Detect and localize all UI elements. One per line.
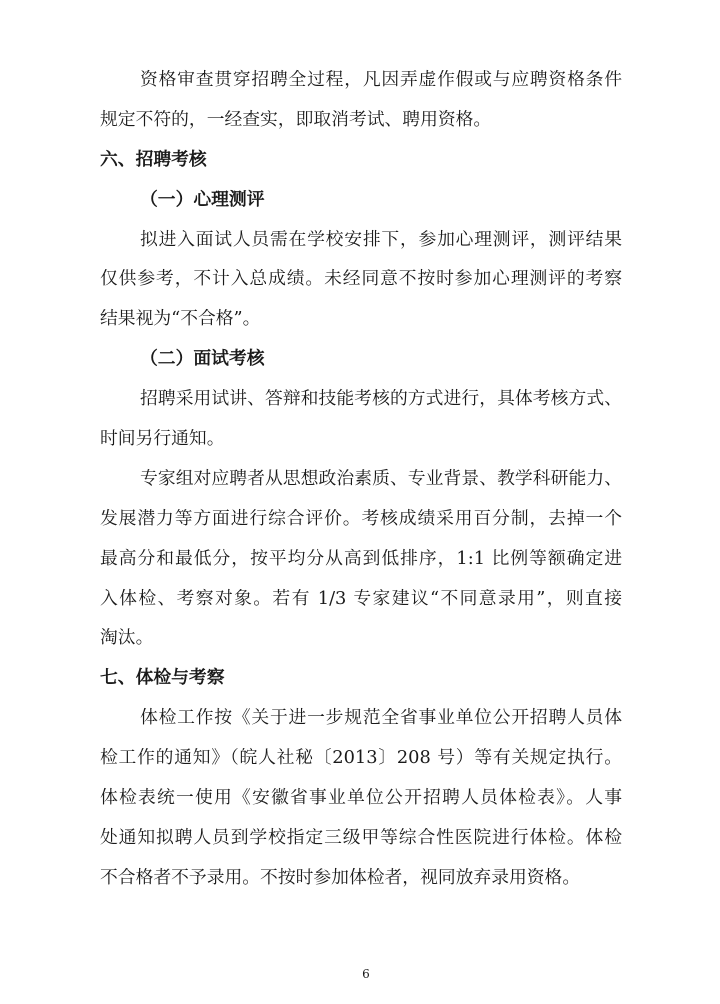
text-line: 仅供参考，不计入总成绩。未经同意不按时参加心理测评的考察 xyxy=(100,268,622,290)
text-line: 资格审查贯穿招聘全过程，凡因弄虚作假或与应聘资格条件 xyxy=(140,69,622,90)
subsection-heading-interview: （二）面试考核 xyxy=(140,348,265,370)
subsection-heading-psych-test: （一）心理测评 xyxy=(140,188,265,210)
text-line: 发展潜力等方面进行综合评价。考核成绩采用百分制，去掉一个 xyxy=(100,507,622,529)
paragraph-intro xyxy=(100,60,622,140)
text-line: 体检表统一使用《安徽省事业单位公开招聘人员体检表》。人事 xyxy=(100,787,622,809)
text-line: 淘汰。 xyxy=(100,627,154,649)
text-line: 检工作的通知》（皖人社秘〔2013〕208 号）等有关规定执行。 xyxy=(100,747,622,769)
text-line: 体检工作按《关于进一步规范全省事业单位公开招聘人员体 xyxy=(140,707,622,729)
page-number: 6 xyxy=(362,967,370,981)
text-line: 不合格者不予录用。不按时参加体检者，视同放弃录用资格。 xyxy=(100,866,581,888)
text-line: 专家组对应聘者从思想政治素质、专业背景、教学科研能力、 xyxy=(140,467,622,489)
text-line: 时间另行通知。 xyxy=(100,428,225,450)
paragraph-psych-test xyxy=(100,220,622,340)
text-line: 结果视为“不合格”。 xyxy=(100,308,261,330)
text-line: 招聘采用试讲、答辩和技能考核的方式进行，具体考核方式、 xyxy=(140,388,622,410)
paragraph-expert-evaluation xyxy=(100,459,622,658)
section-heading-7: 七、体检与考察 xyxy=(100,667,225,689)
text-line: 拟进入面试人员需在学校安排下，参加心理测评，测评结果 xyxy=(140,228,622,250)
text-line: 最高分和最低分，按平均分从高到低排序，1:1 比例等额确定进 xyxy=(100,547,622,569)
section-heading-6: 六、招聘考核 xyxy=(100,148,207,170)
text-line: 入体检、考察对象。若有 1/3 专家建议“不同意录用”，则直接 xyxy=(100,587,622,609)
document-page-body xyxy=(100,60,622,898)
text-line: 规定不符的，一经查实，即取消考试、聘用资格。 xyxy=(100,108,492,130)
text-line: 处通知拟聘人员到学校指定三级甲等综合性医院进行体检。体检 xyxy=(100,826,622,848)
paragraph-physical-exam xyxy=(100,698,622,897)
paragraph-interview-method xyxy=(100,379,622,459)
